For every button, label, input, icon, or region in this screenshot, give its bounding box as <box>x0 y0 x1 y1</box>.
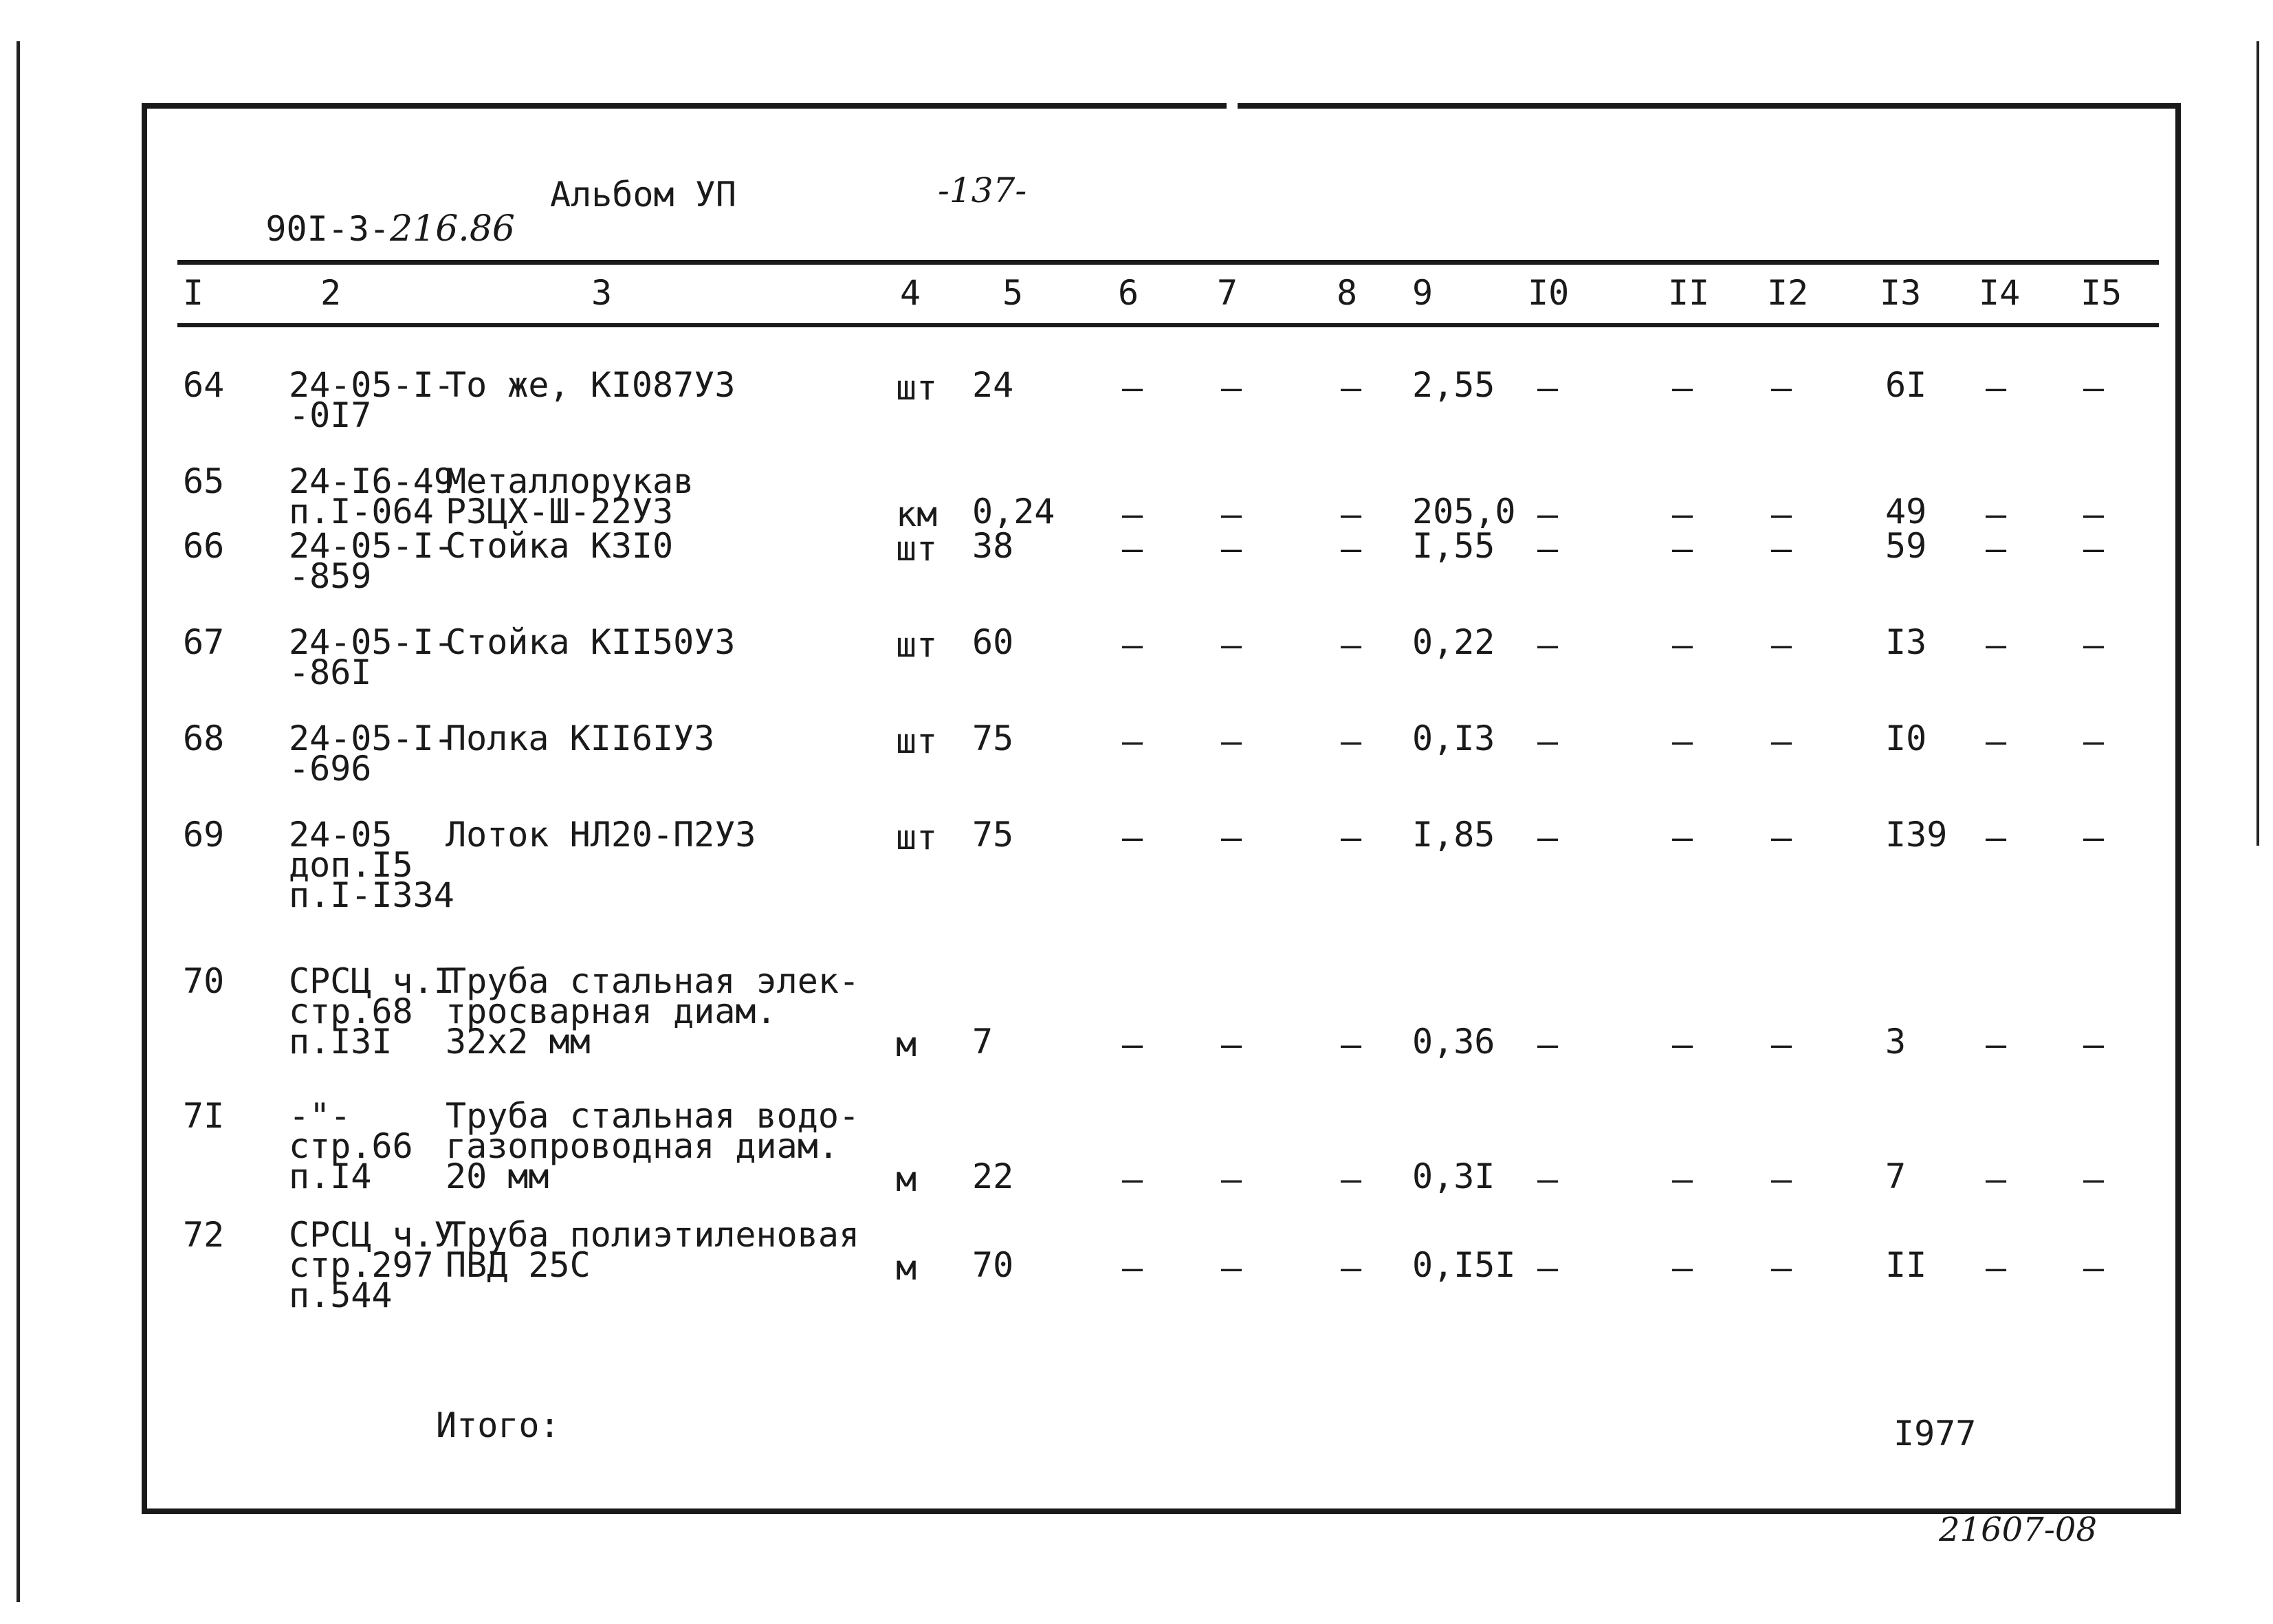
row-col-7: – <box>1221 1024 1242 1064</box>
row-col-6: – <box>1122 1024 1143 1064</box>
column-header: I2 <box>1767 273 1809 313</box>
header-rule-top <box>177 260 2159 265</box>
row-col-11: – <box>1672 368 1693 408</box>
row-col-7: – <box>1221 818 1242 857</box>
row-code-line: 24-05 <box>289 815 393 855</box>
row-col-8: – <box>1341 368 1362 408</box>
row-col-9: 0,22 <box>1412 622 1495 662</box>
row-quantity: 38 <box>972 526 1014 566</box>
row-col-10: – <box>1537 721 1559 761</box>
row-col-9: 205,0 <box>1412 492 1516 531</box>
row-code-line: п.I-I334 <box>289 875 454 915</box>
row-col-14: – <box>1986 721 2007 761</box>
row-col-8: – <box>1341 529 1362 569</box>
row-col-7: – <box>1221 1248 1242 1288</box>
column-header: 7 <box>1217 273 1238 313</box>
row-col-12: – <box>1771 721 1792 761</box>
row-unit: шт <box>896 818 938 857</box>
row-name-line: Стойка КЗI0 <box>446 526 674 566</box>
row-name-line: Труба стальная водо- <box>446 1096 860 1136</box>
row-col-14: – <box>1986 625 2007 665</box>
row-quantity: 75 <box>972 815 1014 855</box>
row-code-line: СРСЦ ч.I <box>289 961 454 1001</box>
row-number: 66 <box>183 526 225 566</box>
row-code-line: 24-05-I- <box>289 365 454 405</box>
row-col-11: – <box>1672 625 1693 665</box>
row-col-10: – <box>1537 818 1559 857</box>
row-name-line: Металлорукав <box>446 461 694 501</box>
row-quantity: 22 <box>972 1156 1014 1196</box>
row-col-11: – <box>1672 721 1693 761</box>
column-header: 4 <box>900 273 921 313</box>
row-code-line: п.544 <box>289 1275 393 1315</box>
row-name-line: ПВД 25С <box>446 1245 591 1285</box>
row-col-11: – <box>1672 1248 1693 1288</box>
column-header: II <box>1668 273 1710 313</box>
row-col-10: – <box>1537 1024 1559 1064</box>
row-col-8: – <box>1341 1024 1362 1064</box>
row-col-7: – <box>1221 625 1242 665</box>
row-col-15: – <box>2083 1159 2105 1199</box>
row-name-line: 32х2 мм <box>446 1022 591 1062</box>
row-quantity: 7 <box>972 1022 993 1062</box>
row-col-14: – <box>1986 1024 2007 1064</box>
row-col-15: – <box>2083 1024 2105 1064</box>
row-col-13: I0 <box>1885 718 1927 758</box>
row-col-10: – <box>1537 1248 1559 1288</box>
row-col-8: – <box>1341 494 1362 534</box>
row-col-7: – <box>1221 721 1242 761</box>
row-col-10: – <box>1537 529 1559 569</box>
column-header: 5 <box>1002 273 1024 313</box>
row-col-10: – <box>1537 494 1559 534</box>
row-col-15: – <box>2083 625 2105 665</box>
row-col-8: – <box>1341 818 1362 857</box>
row-quantity: 70 <box>972 1245 1014 1285</box>
row-col-9: 0,I3 <box>1412 718 1495 758</box>
row-number: 65 <box>183 461 225 501</box>
row-col-6: – <box>1122 625 1143 665</box>
row-code-line: 24-05-I- <box>289 526 454 566</box>
row-name-line: Стойка КII50УЗ <box>446 622 736 662</box>
row-number: 70 <box>183 961 225 1001</box>
row-code-line: 24-05-I- <box>289 718 454 758</box>
row-col-8: – <box>1341 1159 1362 1199</box>
row-col-14: – <box>1986 368 2007 408</box>
row-col-7: – <box>1221 368 1242 408</box>
row-name-line: 20 мм <box>446 1156 549 1196</box>
row-number: 7I <box>183 1096 225 1136</box>
column-header: 6 <box>1118 273 1139 313</box>
page-number: -137- <box>938 171 1027 210</box>
row-col-13: 49 <box>1885 492 1927 531</box>
row-col-12: – <box>1771 1024 1792 1064</box>
row-col-12: – <box>1771 529 1792 569</box>
row-col-7: – <box>1221 1159 1242 1199</box>
row-col-15: – <box>2083 818 2105 857</box>
row-code-line: -859 <box>289 556 372 596</box>
total-value: I977 <box>1893 1414 1977 1453</box>
row-code-line: стр.297 <box>289 1245 434 1285</box>
row-col-9: 0,36 <box>1412 1022 1495 1062</box>
row-col-12: – <box>1771 494 1792 534</box>
row-name-line: Лоток НЛ20-П2УЗ <box>446 815 756 855</box>
row-quantity: 60 <box>972 622 1014 662</box>
row-col-8: – <box>1341 625 1362 665</box>
row-code-line: -0I7 <box>289 395 372 435</box>
row-unit: шт <box>896 721 938 761</box>
row-quantity: 0,24 <box>972 492 1055 531</box>
row-name-line: тросварная диам. <box>446 991 777 1031</box>
row-col-15: – <box>2083 494 2105 534</box>
row-unit: м <box>896 1248 917 1288</box>
row-col-14: – <box>1986 1159 2007 1199</box>
doc-code: 90I-3-216.86 <box>265 208 515 250</box>
row-name-line: Полка КII6IУЗ <box>446 718 715 758</box>
document-frame <box>142 103 2181 1514</box>
row-col-13: II <box>1885 1245 1927 1285</box>
row-col-10: – <box>1537 1159 1559 1199</box>
row-col-6: – <box>1122 721 1143 761</box>
row-col-6: – <box>1122 1248 1143 1288</box>
row-col-10: – <box>1537 625 1559 665</box>
row-code-line: -696 <box>289 749 372 789</box>
row-col-15: – <box>2083 529 2105 569</box>
row-col-14: – <box>1986 529 2007 569</box>
row-name-line: То же, КI087УЗ <box>446 365 736 405</box>
row-name-line: Труба стальная элек- <box>446 961 860 1001</box>
row-col-8: – <box>1341 721 1362 761</box>
row-col-15: – <box>2083 1248 2105 1288</box>
row-code-line: 24-05-I- <box>289 622 454 662</box>
row-col-6: – <box>1122 1159 1143 1199</box>
row-col-8: – <box>1341 1248 1362 1288</box>
row-number: 69 <box>183 815 225 855</box>
row-code-line: п.I3I <box>289 1022 393 1062</box>
row-code-line: стр.68 <box>289 991 413 1031</box>
row-col-12: – <box>1771 818 1792 857</box>
row-unit: шт <box>896 625 938 665</box>
row-quantity: 75 <box>972 718 1014 758</box>
column-header: I3 <box>1880 273 1922 313</box>
album-label: Альбом УП <box>550 175 736 215</box>
scan-edge-line <box>17 41 20 1602</box>
row-col-7: – <box>1221 494 1242 534</box>
row-name-line: Труба полиэтиленовая <box>446 1215 860 1255</box>
row-col-9: 0,3I <box>1412 1156 1495 1196</box>
row-unit: км <box>896 494 938 534</box>
row-col-9: I,85 <box>1412 815 1495 855</box>
doc-code-handwritten: 216.86 <box>390 208 515 250</box>
column-header: 3 <box>591 273 613 313</box>
row-code-line: стр.66 <box>289 1126 413 1166</box>
row-col-11: – <box>1672 1159 1693 1199</box>
row-col-6: – <box>1122 818 1143 857</box>
row-col-13: 59 <box>1885 526 1927 566</box>
row-col-12: – <box>1771 625 1792 665</box>
row-code-line: п.I-064 <box>289 492 434 531</box>
row-col-15: – <box>2083 368 2105 408</box>
row-name-line: газопроводная диам. <box>446 1126 839 1166</box>
row-col-7: – <box>1221 529 1242 569</box>
row-col-13: I3 <box>1885 622 1927 662</box>
row-quantity: 24 <box>972 365 1014 405</box>
row-number: 72 <box>183 1215 225 1255</box>
row-code-line: -86I <box>289 652 372 692</box>
row-col-12: – <box>1771 368 1792 408</box>
row-unit: шт <box>896 529 938 569</box>
row-code-line: СРСЦ ч.У <box>289 1215 454 1255</box>
row-col-12: – <box>1771 1248 1792 1288</box>
row-col-11: – <box>1672 818 1693 857</box>
column-header: I <box>183 273 204 313</box>
column-header: 9 <box>1412 273 1434 313</box>
scan-edge-line-right <box>2256 41 2259 846</box>
column-header: I5 <box>2080 273 2122 313</box>
row-unit: м <box>896 1159 917 1199</box>
row-col-14: – <box>1986 1248 2007 1288</box>
row-number: 67 <box>183 622 225 662</box>
row-code-line: -"- <box>289 1096 351 1136</box>
row-col-6: – <box>1122 529 1143 569</box>
column-header: 2 <box>320 273 342 313</box>
row-col-15: – <box>2083 721 2105 761</box>
row-col-9: I,55 <box>1412 526 1495 566</box>
row-name-line: РЗЦХ-Ш-22УЗ <box>446 492 674 531</box>
row-col-12: – <box>1771 1159 1792 1199</box>
column-header: 8 <box>1337 273 1358 313</box>
row-col-14: – <box>1986 818 2007 857</box>
column-header: I0 <box>1528 273 1570 313</box>
row-col-10: – <box>1537 368 1559 408</box>
row-number: 64 <box>183 365 225 405</box>
row-unit: шт <box>896 368 938 408</box>
row-col-9: 0,I5I <box>1412 1245 1516 1285</box>
row-code-line: доп.I5 <box>289 845 413 885</box>
total-label: Итого: <box>436 1405 560 1445</box>
row-col-13: 7 <box>1885 1156 1907 1196</box>
column-header: I4 <box>1979 273 2021 313</box>
row-col-13: I39 <box>1885 815 1948 855</box>
row-col-11: – <box>1672 494 1693 534</box>
row-col-9: 2,55 <box>1412 365 1495 405</box>
row-col-13: 3 <box>1885 1022 1907 1062</box>
row-number: 68 <box>183 718 225 758</box>
row-col-13: 6I <box>1885 365 1927 405</box>
row-code-line: п.I4 <box>289 1156 372 1196</box>
row-col-11: – <box>1672 529 1693 569</box>
row-col-6: – <box>1122 494 1143 534</box>
header-rule-bottom <box>177 323 2159 327</box>
row-col-14: – <box>1986 494 2007 534</box>
footer-stamp: 21607-08 <box>1939 1511 2097 1549</box>
row-col-11: – <box>1672 1024 1693 1064</box>
row-col-6: – <box>1122 368 1143 408</box>
row-code-line: 24-I6-49 <box>289 461 454 501</box>
row-unit: м <box>896 1024 917 1064</box>
